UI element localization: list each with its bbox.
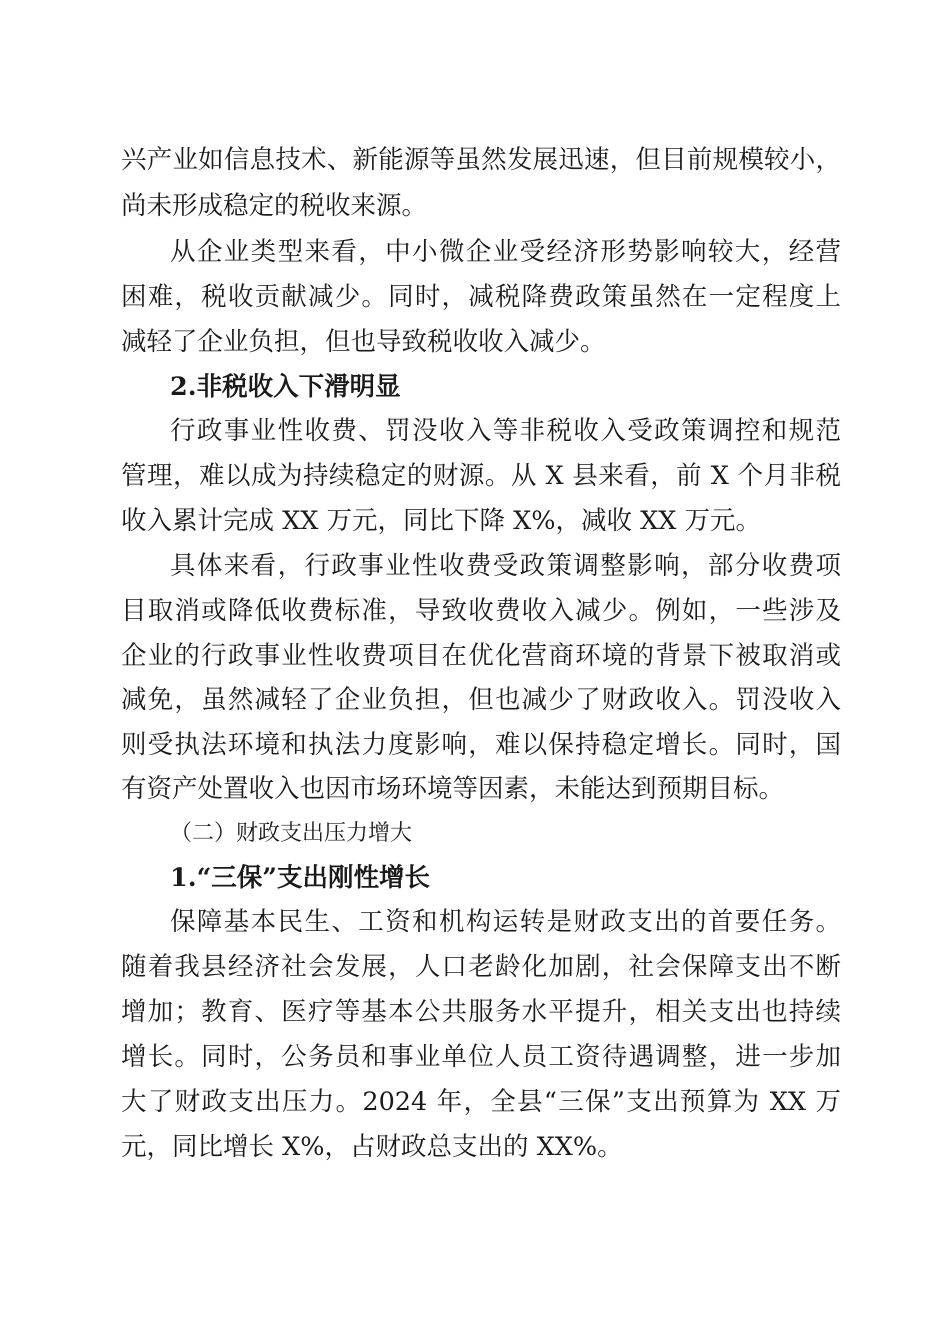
paragraph-line: 元，同比增长 X%，占财政总支出的 XX%。 [121,1132,623,1162]
paragraph-line: 从企业类型来看，中小微企业受经济形势影响较大，经营 [170,237,841,267]
paragraph-line: 随着我县经济社会发展，人口老龄化加剧，社会保障支出不断 [121,952,841,982]
paragraph-line: 则受执法环境和执法力度影响，难以保持稳定增长。同时，国 [121,730,841,760]
paragraph-line: 目取消或降低收费标准，导致收费收入减少。例如，一些涉及 [121,596,841,626]
paragraph-line: 减轻了企业负担，但也导致税收收入减少。 [121,327,606,357]
paragraph-line: 管理，难以成为持续稳定的财源。从 X 县来看，前 X 个月非税 [121,461,841,491]
paragraph-line: 有资产处置收入也因市场环境等因素，未能达到预期目标。 [121,774,785,804]
paragraph-line: 收入累计完成 XX 万元，同比下降 X%，减收 XX 万元。 [121,506,762,536]
paragraph-line: 增加；教育、医疗等基本公共服务水平提升，相关支出也持续 [121,997,841,1027]
section-heading: 2.非税收入下滑明显 [170,372,401,402]
paragraph-line: 减免，虽然减轻了企业负担，但也减少了财政收入。罚没收入 [121,685,841,715]
paragraph-line: 兴产业如信息技术、新能源等虽然发展迅速，但目前规模较小， [121,145,841,175]
paragraph-line: 大了财政支出压力。2024 年，全县“三保”支出预算为 XX 万 [121,1087,841,1117]
paragraph-line: 尚未形成稳定的税收来源。 [121,191,428,221]
section-heading: 1.“三保”支出刚性增长 [170,863,430,893]
paragraph-line: 行政事业性收费、罚没收入等非税收入受政策调控和规范 [170,416,841,446]
paragraph-line: 困难，税收贡献减少。同时，减税降费政策虽然在一定程度上 [121,282,841,312]
subsection-heading: （二）财政支出压力增大 [170,821,413,846]
paragraph-line: 具体来看，行政事业性收费受政策调整影响，部分收费项 [170,551,841,581]
paragraph-line: 保障基本民生、工资和机构运转是财政支出的首要任务。 [170,907,841,937]
paragraph-line: 企业的行政事业性收费项目在优化营商环境的背景下被取消或 [121,641,841,671]
paragraph-line: 增长。同时，公务员和事业单位人员工资待遇调整，进一步加 [121,1042,841,1072]
